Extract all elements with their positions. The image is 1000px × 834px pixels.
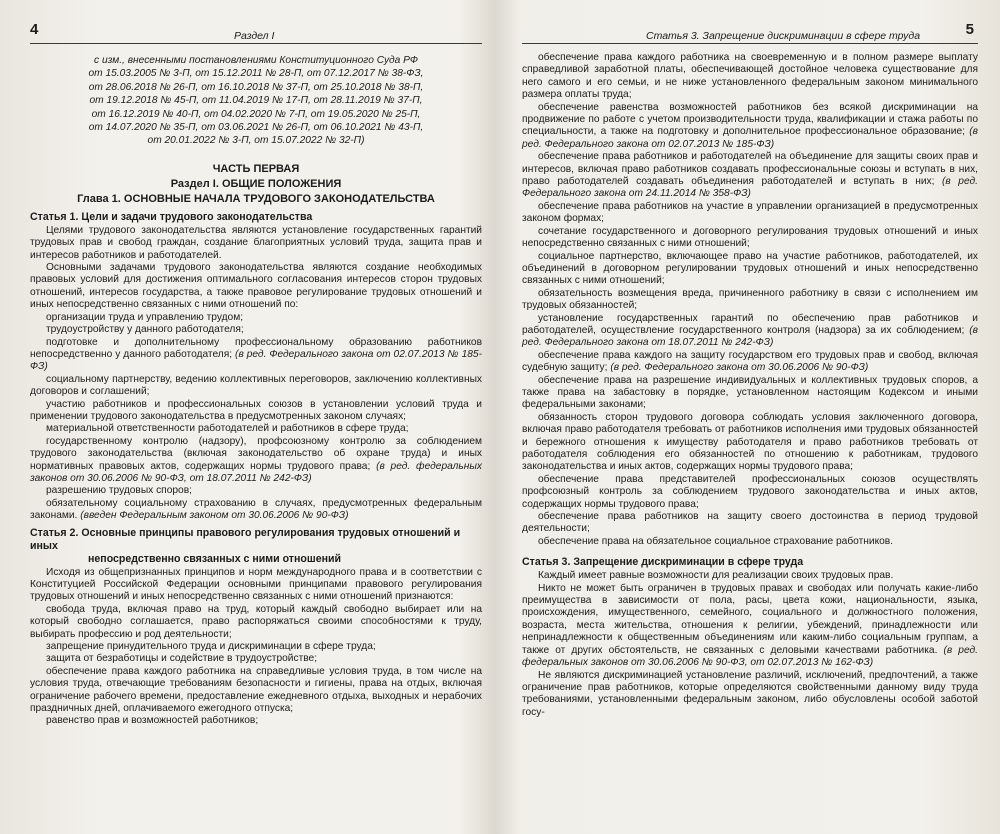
left-page-number: 4 — [30, 21, 39, 38]
edition-note: (в ред. федеральных законов от 30.06.2006 № 90-ФЗ, от 18.07.2011 № 242-ФЗ) — [30, 460, 482, 484]
article-1-paragraph: социальному партнерству, ведению коллективных переговоров, заключению коллективных договоров и соглашений; — [30, 373, 482, 398]
left-running-head — [30, 21, 482, 44]
article-2-title — [30, 527, 482, 566]
article-3-title: Статья 3. Запрещение дискриминации в сфере труда — [522, 556, 804, 569]
article-3-paragraph — [522, 583, 978, 670]
part-title: ЧАСТЬ ПЕРВАЯ — [212, 162, 300, 175]
article-1-paragraph — [30, 498, 482, 523]
edition-note: (в ред. Федерального закона от 02.07.2013 № 185-ФЗ) — [30, 348, 482, 373]
amendment-line: от 16.12.2019 № 40-П, от 04.02.2020 № 7-П, от 19.05.2020 № 25-П, — [91, 108, 421, 120]
article-3-paragraph: Не являются дискриминацией установление различий, исключений, предпочтений, а также ограничение прав работников, которые определяются свойственными данному виду труда требованиями, установленными федеральным законом, либо обусловлены особой заботой госу- — [522, 669, 978, 718]
right-page-number: 5 — [965, 21, 974, 38]
article-2-paragraph: обеспечение права на разрешение индивидуальных и коллективных трудовых споров, а также права на забастовку в порядке, установленном настоящим Кодексом и иными федеральными законами; — [522, 374, 978, 411]
amendment-line: от 28.06.2018 № 26-П, от 16.10.2018 № 37-П, от 25.10.2018 № 38-П, — [88, 81, 424, 93]
article-2-paragraph: обеспечение права каждого работника на справедливые условия труда, в том числе на условия труда, отвечающие требованиям безопасности и гигиены, права на отдых, включая ограничение рабочего времени, предоставление ежедневного отдыха, выходных и нерабочих праздничных дней, оплачиваемого ежегодного отпуска; — [30, 665, 482, 715]
article-1-paragraph — [30, 436, 482, 486]
article-1-paragraph: организации труда и управлению трудом; — [46, 311, 244, 323]
article-1-paragraph: трудоустройству у данного работодателя; — [46, 324, 244, 336]
article-2-body — [30, 567, 482, 728]
section-title: Раздел I. ОБЩИЕ ПОЛОЖЕНИЯ — [170, 177, 342, 190]
amendment-line: от 14.07.2020 № 35-П, от 03.06.2021 № 26-П, от 06.10.2021 № 43-П, — [88, 122, 424, 134]
chapter-title: Глава 1. ОСНОВНЫЕ НАЧАЛА ТРУДОВОГО ЗАКОНОДАТЕЛЬСТВА — [77, 192, 435, 205]
paragraph-text: обеспечение равенства возможностей работников без всякой дискриминации на продвижение по работе с учетом производительности труда, квалификации и стажа работы по специальности, а также на подготовку и дополнительное профессиональное образование; — [522, 101, 978, 138]
article-2-paragraph: защита от безработицы и содействие в трудоустройстве; — [46, 653, 318, 665]
paragraph-text: государственному контролю (надзору), профсоюзному контролю за соблюдением трудового законодательства (включая законодательство об охране труда) и иных нормативных правовых актов, содержащих нормы трудового права; — [30, 435, 482, 472]
amendments-intro — [30, 54, 482, 148]
paragraph-text: установление государственных гарантий по обеспечению прав работников и работодателей, осуществление государственного контроля (надзора) за их соблюдением; — [522, 312, 978, 336]
article-2-body-cont-b — [522, 201, 978, 313]
amendment-line: от 20.01.2022 № 3-П, от 15.07.2022 № 32-П) — [147, 135, 365, 147]
article-2-paragraph — [522, 313, 978, 350]
article-1-paragraph: Основными задачами трудового законодательства являются создание необходимых правовых условий для достижения оптимального согласования интересов сторон трудовых отношений, интересов государства, а также правовое регулирование трудовых отношений и иных непосредственно связанных с ними отношений по: — [30, 262, 482, 311]
right-page — [500, 0, 1000, 834]
article-2-paragraph: обеспечение права работников на участие в управлении организацией в предусмотренных законом формах; — [522, 200, 978, 225]
paragraph-text: обязательному социальному страхованию в случаях, предусмотренных федеральным законами. — [30, 497, 482, 522]
article-2-body-cont-c — [522, 375, 978, 549]
article-1-body-b — [30, 374, 482, 436]
edition-note: (в ред. федеральных законов от 30.06.2006 № 90-ФЗ, от 02.07.2013 № 162-ФЗ) — [522, 644, 978, 669]
article-2-paragraph: Исходя из общепризнанных принципов и норм международного права и в соответствии с Конституцией Российской Федерации основными принципами правового регулирования трудовых отношений и иных непосредственно связанных с ними отношений признаются: — [30, 566, 482, 603]
edition-note: (в ред. Федерального закона от 02.07.2013 № 185-ФЗ) — [522, 126, 978, 150]
article-1-paragraph: разрешению трудовых споров; — [46, 485, 192, 497]
article-2-paragraph: обеспечение права каждого работника на своевременную и в полном размере выплату справедливой заработной платы, обеспечивающей достойное человека существование для него самого и его семьи, и не ниже установленного федеральным законом минимального размера оплаты труда; — [522, 52, 978, 101]
paragraph-text: подготовке и дополнительному профессиональному образованию работников непосредственно у данного работодателя; — [30, 336, 482, 360]
article-2-paragraph: социальное партнерство, включающее право на участие работников, работодателей, их объединений в договорном регулировании трудовых отношений и иных непосредственно связанных с ними отношений; — [522, 250, 978, 287]
article-2-paragraph: сочетание государственного и договорного регулирования трудовых отношений и иных непосредственно связанных с ними отношений; — [522, 225, 978, 250]
article-2-paragraph: обеспечение права представителей профессиональных союзов осуществлять профсоюзный контроль за соблюдением трудового законодательства и иных актов, содержащих нормы трудового права; — [522, 473, 978, 510]
paragraph-text: обеспечение права каждого на защиту государством его трудовых прав и свобод, включая судебную защиту; — [522, 349, 978, 374]
article-2-paragraph — [522, 350, 978, 375]
article-1-paragraph — [30, 337, 482, 374]
right-running-head — [522, 21, 978, 44]
article-2-paragraph: равенство прав и возможностей работников; — [46, 715, 259, 727]
left-running-title: Раздел I — [234, 30, 275, 42]
article-1-body — [30, 225, 482, 337]
paragraph-text: обеспечение права работников и работодателей на объединение для защиты своих прав и интересов, включая право работников создавать профессиональные союзы и вступать в них, право работодателей создавать объединения работодателей и вступать в них; — [522, 151, 978, 188]
article-2-paragraph: запрещение принудительного труда и дискриминации в сфере труда; — [46, 641, 376, 653]
edition-note: (в ред. Федерального закона от 30.06.2006 № 90-ФЗ) — [610, 362, 869, 374]
article-1-title: Статья 1. Цели и задачи трудового законодательства — [30, 210, 313, 223]
article-2-paragraph: обеспечение права работников на защиту своего достоинства в период трудовой деятельности; — [522, 511, 978, 535]
right-running-title: Статья 3. Запрещение дискриминации в сфере труда — [646, 30, 921, 42]
amendment-line: с изм., внесенными постановлениями Конституционного Суда РФ — [94, 55, 418, 66]
article-2-title-line: непосредственно связанных с ними отношений — [88, 552, 342, 565]
article-2-paragraph — [522, 151, 978, 201]
article-1-paragraph: материальной ответственности работодателей и работников в сфере труда; — [46, 423, 409, 435]
edition-note: (в ред. Федерального закона от 24.11.2014 № 358-ФЗ) — [522, 176, 978, 200]
article-2-paragraph: свобода труда, включая право на труд, который каждый свободно выбирает или на который свободно соглашается, право распоряжаться своими способностями к труду, выбирать профессию и род деятельности; — [30, 603, 482, 640]
amendment-line: от 15.03.2005 № 3-П, от 15.12.2011 № 28-П, от 07.12.2017 № 38-ФЗ, — [88, 68, 424, 80]
edition-note: (в ред. Федерального закона от 18.07.2011 № 242-ФЗ) — [522, 324, 978, 349]
paragraph-text: Никто не может быть ограничен в трудовых правах и свободах или получать какие-либо преимущества в зависимости от пола, расы, цвета кожи, национальности, языка, происхождения, имущественного, семейного, социального и должностного положения, возраста, места жительства, отношения к религии, убеждений, принадлежности или непринадлежности к общественным объединениям или каким-либо социальным группам, а также от других обстоятельств, не связанных с деловыми качествами работника. — [522, 582, 978, 656]
article-2-paragraph: обеспечение права на обязательное социальное страхование работников. — [538, 535, 894, 547]
article-1-paragraph: участию работников и профессиональных союзов в установлении условий труда и применении трудового законодательства в предусмотренных законом случаях; — [30, 398, 482, 422]
article-1-paragraph: Целями трудового законодательства являются установление государственных гарантий трудовых прав и свобод граждан, создание благоприятных условий труда, защита прав и интересов работников и работодателей. — [30, 224, 482, 261]
article-2-body-cont — [522, 52, 978, 102]
amendment-line: от 19.12.2018 № 45-П, от 11.04.2019 № 17-П, от 28.11.2019 № 37-П, — [89, 95, 423, 107]
edition-note: (введен Федеральным законом от 30.06.2006 № 90-ФЗ) — [80, 510, 349, 522]
article-2-paragraph: обязательность возмещения вреда, причиненного работнику в связи с исполнением им трудовых обязанностей; — [522, 287, 978, 312]
article-2-paragraph: обязанность сторон трудового договора соблюдать условия заключенного договора, включая право работодателя требовать от работников исполнения ими трудовых обязанностей и бережного отношения к имуществу работодателя и право работников требовать от работодателя соблюдения его обязанностей по отношению к работникам, трудового законодательства и иных актов, содержащих нормы трудового права; — [522, 411, 978, 473]
article-3-paragraph: Каждый имеет равные возможности для реализации своих трудовых прав. — [538, 570, 894, 582]
article-2-paragraph — [522, 102, 978, 152]
article-2-title-line: Статья 2. Основные принципы правового регулирования трудовых отношений и иных — [30, 526, 461, 552]
